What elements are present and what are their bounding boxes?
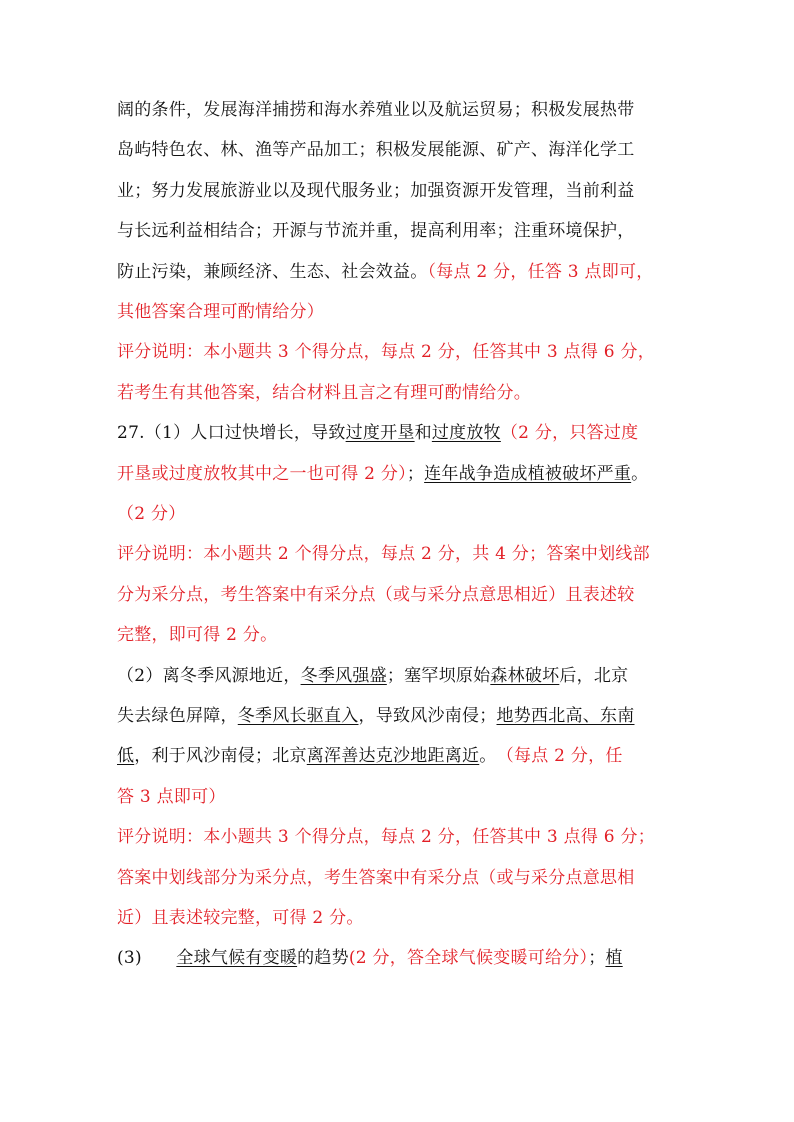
key-point: 地势西北高、东南 xyxy=(496,706,635,726)
scoring-note: （2 分） xyxy=(117,504,186,524)
answer-text: 27.（1）人口过快增长，导致 xyxy=(117,423,346,443)
answer-text: 。 xyxy=(631,464,649,484)
answer-text: （2）离冬季风源地近， xyxy=(117,666,301,686)
text-line xyxy=(117,665,677,687)
key-point: 冬季风长驱直入 xyxy=(237,706,359,726)
key-point: 连年战争造成植被破坏严重 xyxy=(424,464,632,484)
answer-text: 后，北京 xyxy=(559,666,629,686)
answer-text: 和 xyxy=(414,423,432,443)
key-point: 森林破坏 xyxy=(490,666,560,686)
scoring-note: 其他答案合理可酌情给分） xyxy=(117,302,324,322)
scoring-note: 答 3 点即可） xyxy=(117,787,226,807)
key-point: 全球气候有变暖 xyxy=(176,948,298,968)
scoring-note: (2 分，答全球气候变暖可给分） xyxy=(348,948,589,968)
text-line xyxy=(117,463,677,485)
text-line xyxy=(117,503,677,525)
scoring-note: 分为采分点，考生答案中有采分点（或与采分点意思相近）且表述较 xyxy=(117,585,635,605)
answer-text: 失去绿色屏障， xyxy=(117,706,238,726)
scoring-note: （每点 2 分，任答 3 点即可， xyxy=(427,262,654,282)
text-line xyxy=(117,422,677,444)
text-line xyxy=(117,543,677,565)
text-line xyxy=(117,180,677,202)
scoring-note: 评分说明：本小题共 2 个得分点，每点 2 分，共 4 分；答案中划线部 xyxy=(117,544,650,564)
scoring-note: 评分说明：本小题共 3 个得分点，每点 2 分，任答其中 3 点得 6 分； xyxy=(117,827,655,847)
answer-text: ；塞罕坝原始 xyxy=(386,666,491,686)
scoring-note: （每点 2 分，任 xyxy=(505,746,623,766)
scoring-note: 答案中划线部分为采分点，考生答案中有采分点（或与采分点意思相 xyxy=(117,868,635,888)
key-point: 离浑善达克沙地距离近 xyxy=(306,746,480,766)
scoring-note: 完整，即可得 2 分。 xyxy=(117,625,278,645)
text-line xyxy=(117,907,677,929)
text-line xyxy=(117,139,677,161)
text-line xyxy=(117,220,677,242)
answer-text: 阔的条件，发展海洋捕捞和海水养殖业以及航运贸易；积极发展热带 xyxy=(117,100,635,120)
text-line xyxy=(117,584,677,606)
text-line xyxy=(117,99,677,121)
text-line xyxy=(117,705,677,727)
answer-text: 的趋势 xyxy=(297,948,349,968)
text-line xyxy=(117,745,677,767)
answer-text: ，导致风沙南侵； xyxy=(358,706,497,726)
answer-text: 与长远利益相结合；开源与节流并重，提高利用率；注重环境保护， xyxy=(117,221,635,241)
key-point: 植 xyxy=(605,948,623,968)
text-line xyxy=(117,947,677,969)
scoring-note: 近）且表述较完整，可得 2 分。 xyxy=(117,908,364,928)
text-line xyxy=(117,261,677,283)
scoring-note: 开垦或过度放牧其中之一也可得 2 分） xyxy=(117,464,407,484)
answer-text: ； xyxy=(588,948,606,968)
answer-text: 防止污染，兼顾经济、生态、社会效益。 xyxy=(117,262,428,282)
key-point: 过度开垦 xyxy=(345,423,415,443)
text-line xyxy=(117,382,677,404)
key-point: 过度放牧 xyxy=(431,423,501,443)
text-line xyxy=(117,826,677,848)
key-point: 冬季风强盛 xyxy=(300,666,387,686)
text-line xyxy=(117,341,677,363)
answer-text: ，利于风沙南侵；北京 xyxy=(134,746,307,766)
answer-text: ； xyxy=(406,464,425,484)
text-line xyxy=(117,786,677,808)
text-line xyxy=(117,624,677,646)
text-line xyxy=(117,867,677,889)
key-point: 低 xyxy=(117,746,135,766)
answer-text: 业；努力发展旅游业以及现代服务业；加强资源开发管理，当前利益 xyxy=(117,181,635,201)
answer-text: 。 xyxy=(479,746,506,766)
answer-text: 岛屿特色农、林、渔等产品加工；积极发展能源、矿产、海洋化学工 xyxy=(117,140,635,160)
scoring-note: （2 分，只答过度 xyxy=(500,423,639,443)
scoring-note: 若考生有其他答案，结合材料且言之有理可酌情给分。 xyxy=(117,383,531,403)
text-line xyxy=(117,301,677,323)
scoring-note: 评分说明：本小题共 3 个得分点，每点 2 分，任答其中 3 点得 6 分， xyxy=(117,342,655,362)
answer-text: (3) xyxy=(117,948,177,968)
